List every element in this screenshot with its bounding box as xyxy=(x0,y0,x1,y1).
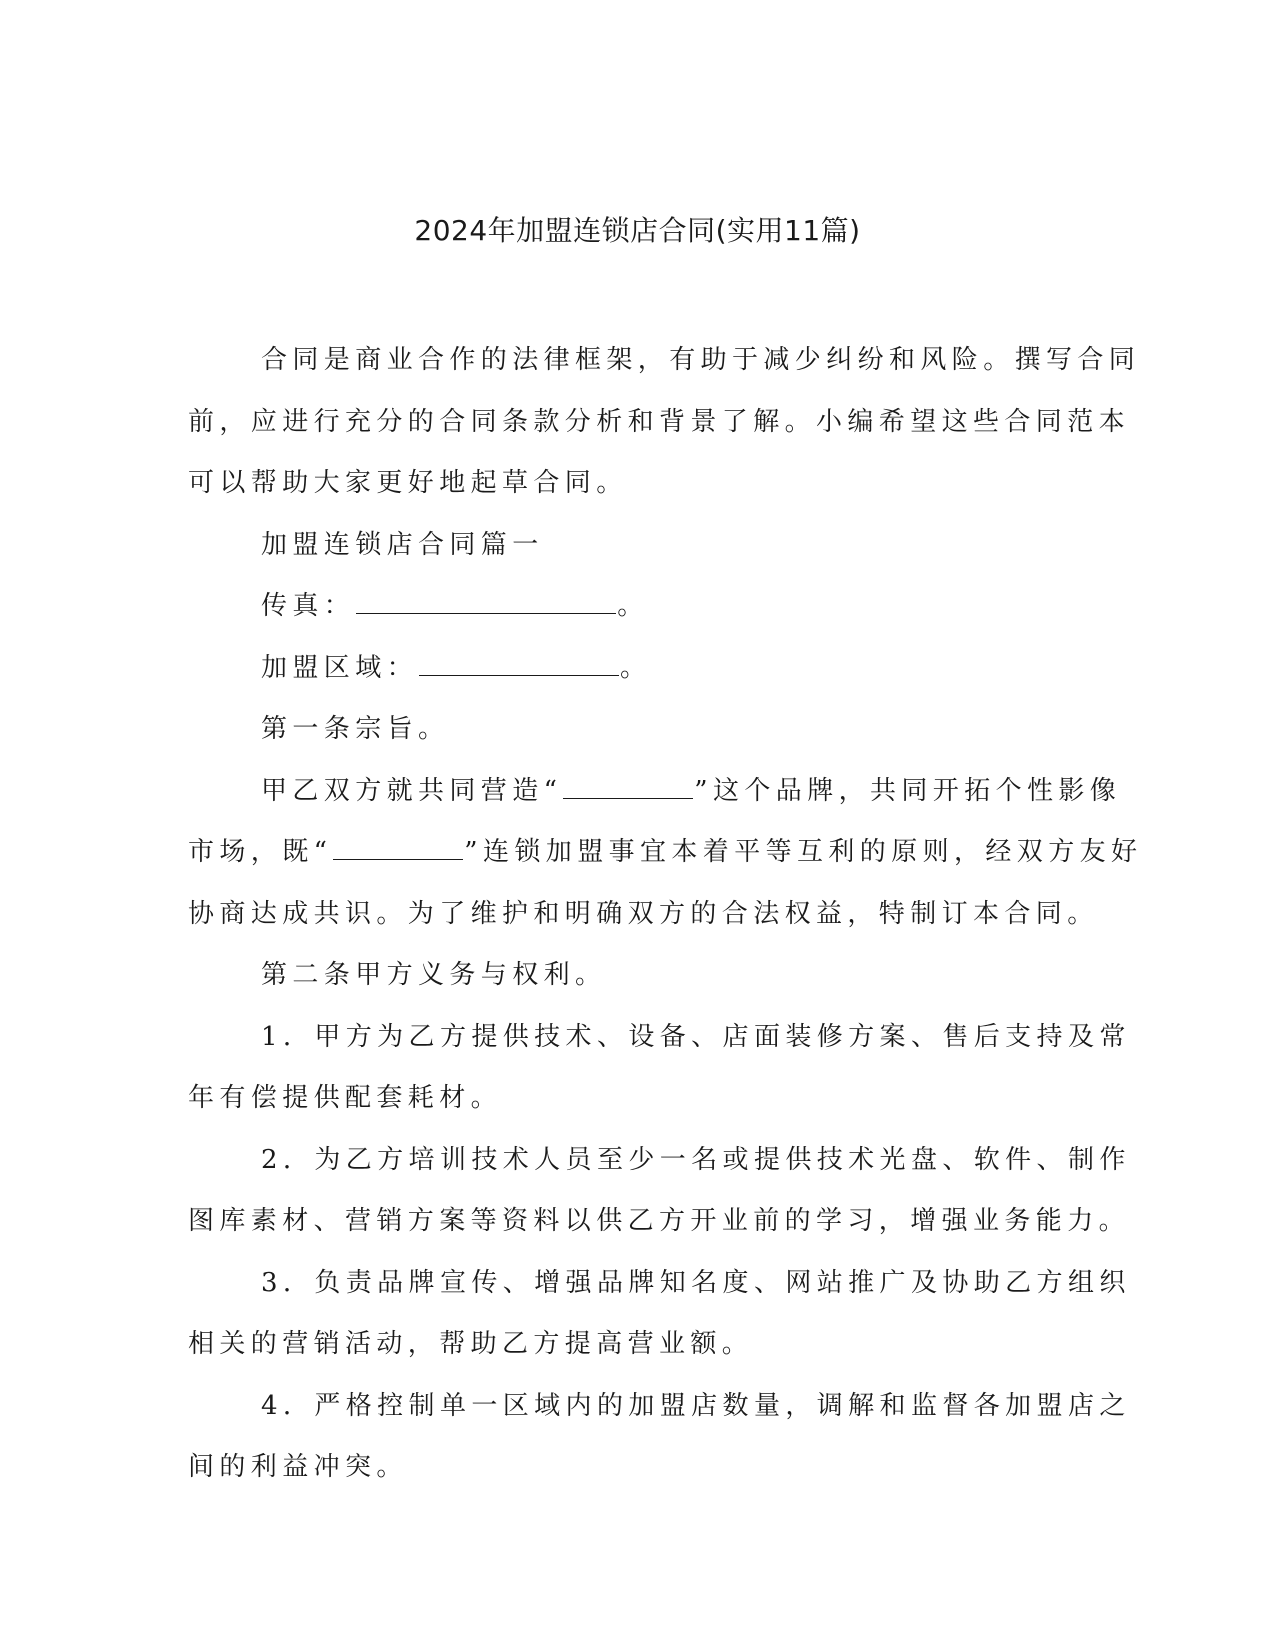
document-body xyxy=(188,330,1143,1499)
section-heading-text: 加盟连锁店合同篇一 xyxy=(261,529,544,560)
article2-item-2 xyxy=(188,1130,1131,1192)
intro-line-2: 前，应进行充分的合同条款分析和背景了解。小编希望这些合同范本 xyxy=(188,406,1131,437)
brand-blank xyxy=(563,774,693,799)
section-heading xyxy=(188,515,1068,577)
region-end: 。 xyxy=(620,652,652,683)
intro-paragraph-cont xyxy=(188,453,1068,515)
article2-item-1 xyxy=(188,1007,1131,1069)
article2-item-3-cont xyxy=(188,1314,1068,1376)
intro-paragraph-cont xyxy=(188,392,1131,454)
item1-line1: 1．甲方为乙方提供技术、设备、店面装修方案、售后支持及常 xyxy=(261,1021,1131,1052)
region-line xyxy=(188,638,1068,700)
article1-line2-b: ”连锁加盟事宜本着平等互利的原则，经双方友好 xyxy=(464,837,1143,867)
article2-heading xyxy=(188,945,1068,1007)
region-blank xyxy=(419,651,619,676)
item1-line2: 年有偿提供配套耗材。 xyxy=(188,1083,503,1113)
item4-line1: 4．严格控制单一区域内的加盟店数量，调解和监督各加盟店之 xyxy=(261,1390,1131,1421)
article2-item-3 xyxy=(188,1253,1131,1315)
item4-line2: 间的利益冲突。 xyxy=(188,1452,408,1482)
chain-blank xyxy=(333,835,463,860)
article1-line2-a: 市场，既“ xyxy=(188,837,333,867)
article2-heading-text: 第二条甲方义务与权利。 xyxy=(261,960,607,990)
article2-item-1-cont xyxy=(188,1068,1068,1130)
item3-line1: 3．负责品牌宣传、增强品牌知名度、网站推广及协助乙方组织 xyxy=(261,1267,1131,1298)
article2-item-4-cont xyxy=(188,1437,1068,1499)
article1-line1-a: 甲乙双方就共同营造“ xyxy=(261,775,563,806)
region-label: 加盟区域： xyxy=(261,652,419,683)
article1-line3: 协商达成共识。为了维护和明确双方的合法权益，特制订本合同。 xyxy=(188,898,1099,929)
article2-item-2-cont xyxy=(188,1191,1131,1253)
article1-line1-b: ”这个品牌，共同开拓个性影像 xyxy=(694,775,1122,806)
article1-paragraph-cont xyxy=(188,822,1143,884)
item2-line2: 图库素材、营销方案等资料以供乙方开业前的学习，增强业务能力。 xyxy=(188,1206,1131,1236)
document-title: 2024年加盟连锁店合同(实用11篇) xyxy=(414,214,861,247)
fax-end: 。 xyxy=(617,591,649,621)
fax-line xyxy=(188,576,1068,638)
article1-heading xyxy=(188,699,1068,761)
item3-line2: 相关的营销活动，帮助乙方提高营业额。 xyxy=(188,1329,754,1359)
article1-paragraph xyxy=(188,761,1122,823)
article1-heading-text: 第一条宗旨。 xyxy=(261,714,450,744)
intro-line-3: 可以帮助大家更好地起草合同。 xyxy=(188,468,628,498)
intro-paragraph xyxy=(188,330,1141,392)
article2-item-4 xyxy=(188,1376,1131,1438)
intro-line-1: 合同是商业合作的法律框架，有助于减少纠纷和风险。撰写合同 xyxy=(261,345,1141,375)
fax-blank xyxy=(356,589,616,614)
fax-label: 传真： xyxy=(261,591,356,621)
article1-paragraph-cont xyxy=(188,884,1099,946)
item2-line1: 2．为乙方培训技术人员至少一名或提供技术光盘、软件、制作 xyxy=(261,1144,1131,1175)
